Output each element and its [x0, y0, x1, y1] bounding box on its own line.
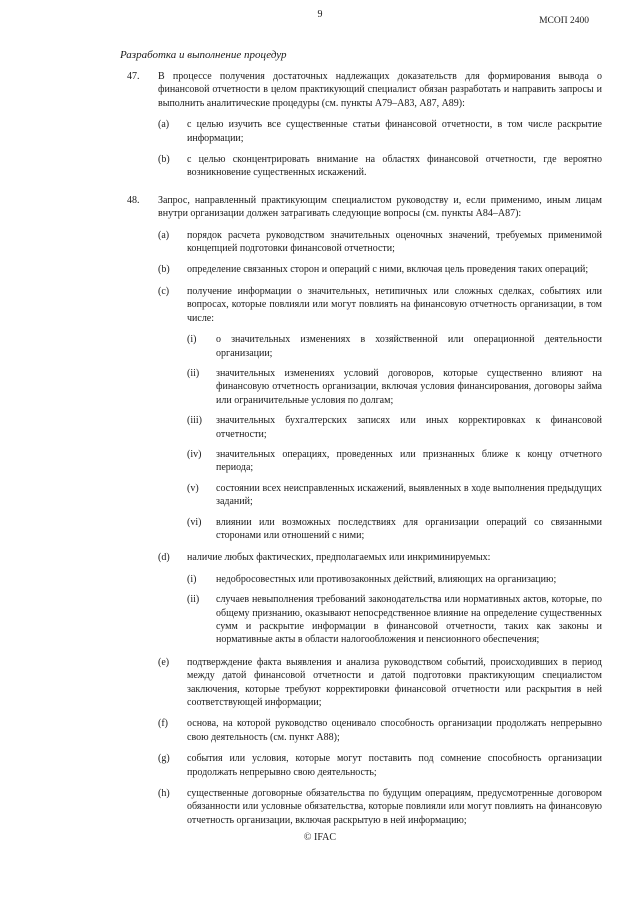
list-item — [0, 551, 640, 564]
list-item — [0, 118, 640, 145]
paragraph-text: Запрос, направленный практикующим специалистом руководству и, если применимо, иным лицам внутри организации должен затрагивать следующие вопросы (см. пункты А84–А87): — [158, 194, 602, 220]
item-text: получение информации о значительных, нетипичных или сложных сделках, событиях или вопросах, которые повлияли или могут повлиять на финансовую отчетность организации, в том числе: — [187, 285, 602, 324]
list-item — [0, 229, 640, 256]
sub-item-label: (ii) — [187, 367, 200, 379]
sub-item-text: недобросовестных или противозаконных действий, влияющих на организацию; — [216, 573, 557, 585]
sub-item — [0, 367, 640, 407]
item-label: (b) — [158, 154, 170, 166]
sub-item-label: (iv) — [187, 448, 202, 460]
sub-item — [0, 593, 640, 647]
item-text: с целью сконцентрировать внимание на областях финансовой отчетности, где вероятно возникновение существенных искажений. — [187, 154, 602, 179]
list-item — [0, 263, 640, 276]
item-label: (d) — [158, 552, 170, 564]
item-text: существенные договорные обязательства по будущим операциям, предусмотренные договором обязанности или условные обязательства, которые повлияли или могут повлиять на финансовую отчетность организации, включая раскрытую в ней информацию; — [187, 788, 602, 826]
sub-item-label: (ii) — [187, 594, 200, 606]
paragraph-47 — [0, 70, 640, 110]
sub-item — [0, 448, 640, 475]
item-label: (g) — [158, 753, 170, 765]
sub-item-text: случаев невыполнения требований законодательства или нормативных актов, которые, по общему признанию, оказывают непосредственное влияние на определение существенных сумм и раскрытие информации в финансовой отчетности, таких как законы и нормативные акты в области налогообложения и пенсионного обеспечения; — [216, 594, 602, 646]
sub-item — [0, 482, 640, 509]
sub-item-text: значительных операциях, проведенных или признанных ближе к концу отчетного периода; — [216, 448, 602, 474]
paragraph-number: 47. — [127, 71, 140, 82]
item-text: порядок расчета руководством значительных оценочных значений, требуемых применимой концепцией подготовки финансовой отчетности; — [187, 229, 602, 255]
item-label: (c) — [158, 285, 170, 297]
list-item — [0, 752, 640, 779]
item-label: (f) — [158, 718, 168, 730]
sub-item-text: о значительных изменениях в хозяйственной или операционной деятельности организации; — [216, 334, 602, 359]
page-number: 9 — [317, 9, 323, 20]
item-text: события или условия, которые могут поставить под сомнение способность организации продолжать непрерывно свою деятельность; — [187, 753, 602, 778]
item-label: (a) — [158, 119, 170, 131]
sub-item-text: влиянии или возможных последствиях для организации операций со связанными сторонами или отношений с ними; — [216, 516, 602, 541]
sub-item — [0, 516, 640, 543]
sub-item-label: (v) — [187, 482, 199, 494]
document-body — [0, 70, 640, 835]
sub-item — [0, 333, 640, 360]
list-item — [0, 717, 640, 744]
sub-item-text: значительных бухгалтерских записях или иных корректировках к финансовой отчетности; — [216, 415, 602, 440]
sub-item-text: значительных изменениях условий договоров, которые существенно влияют на финансовую отчетность организации, включая условия финансирования, договоры займа или ограничительные условия по долгам; — [216, 367, 602, 406]
item-text: подтверждение факта выявления и анализа руководством событий, происходивших в период между датой финансовой отчетности и датой подготовки практикующим специалистом заключения, которые требуют корректировки финансовой отчетности или раскрытия в ней соответствующей информации; — [187, 656, 602, 709]
paragraph-text: В процессе получения достаточных надлежащих доказательств для формирования вывода о финансовой отчетности в целом практикующий специалист обязан разработать и направить запросы и выполнить аналитические процедуры (см. пункты А79–А83, А87, А89): — [158, 71, 602, 109]
sub-item-label: (iii) — [187, 415, 202, 427]
item-label: (b) — [158, 264, 170, 276]
item-label: (e) — [158, 656, 170, 668]
item-text: основа, на которой руководство оценивало способность организации продолжать непрерывно свою деятельность (см. пункт А88); — [187, 718, 602, 743]
sub-item-label: (i) — [187, 334, 197, 346]
sub-item-label: (vi) — [187, 516, 202, 528]
item-label: (a) — [158, 229, 170, 241]
item-text: определение связанных сторон и операций с ними, включая цель проведения таких операций; — [187, 264, 589, 276]
list-item — [0, 656, 640, 710]
paragraph-number: 48. — [127, 194, 140, 206]
list-item — [0, 153, 640, 180]
list-item — [0, 285, 640, 325]
paragraph-48 — [0, 194, 640, 221]
copyright-footer: © IFAC — [303, 832, 337, 843]
standard-name: МСОП 2400 — [539, 16, 589, 26]
list-item — [0, 787, 640, 827]
sub-item-label: (i) — [187, 573, 197, 585]
item-text: наличие любых фактических, предполагаемых или инкриминируемых: — [187, 552, 491, 564]
sub-item — [0, 573, 640, 586]
item-text: с целью изучить все существенные статьи финансовой отчетности, в том числе раскрытие информации; — [187, 119, 602, 144]
sub-item — [0, 414, 640, 441]
section-title: Разработка и выполнение процедур — [120, 49, 287, 61]
sub-item-text: состоянии всех неисправленных искажений, выявленных в ходе выполнения предыдущих заданий; — [216, 482, 602, 508]
item-label: (h) — [158, 788, 170, 800]
